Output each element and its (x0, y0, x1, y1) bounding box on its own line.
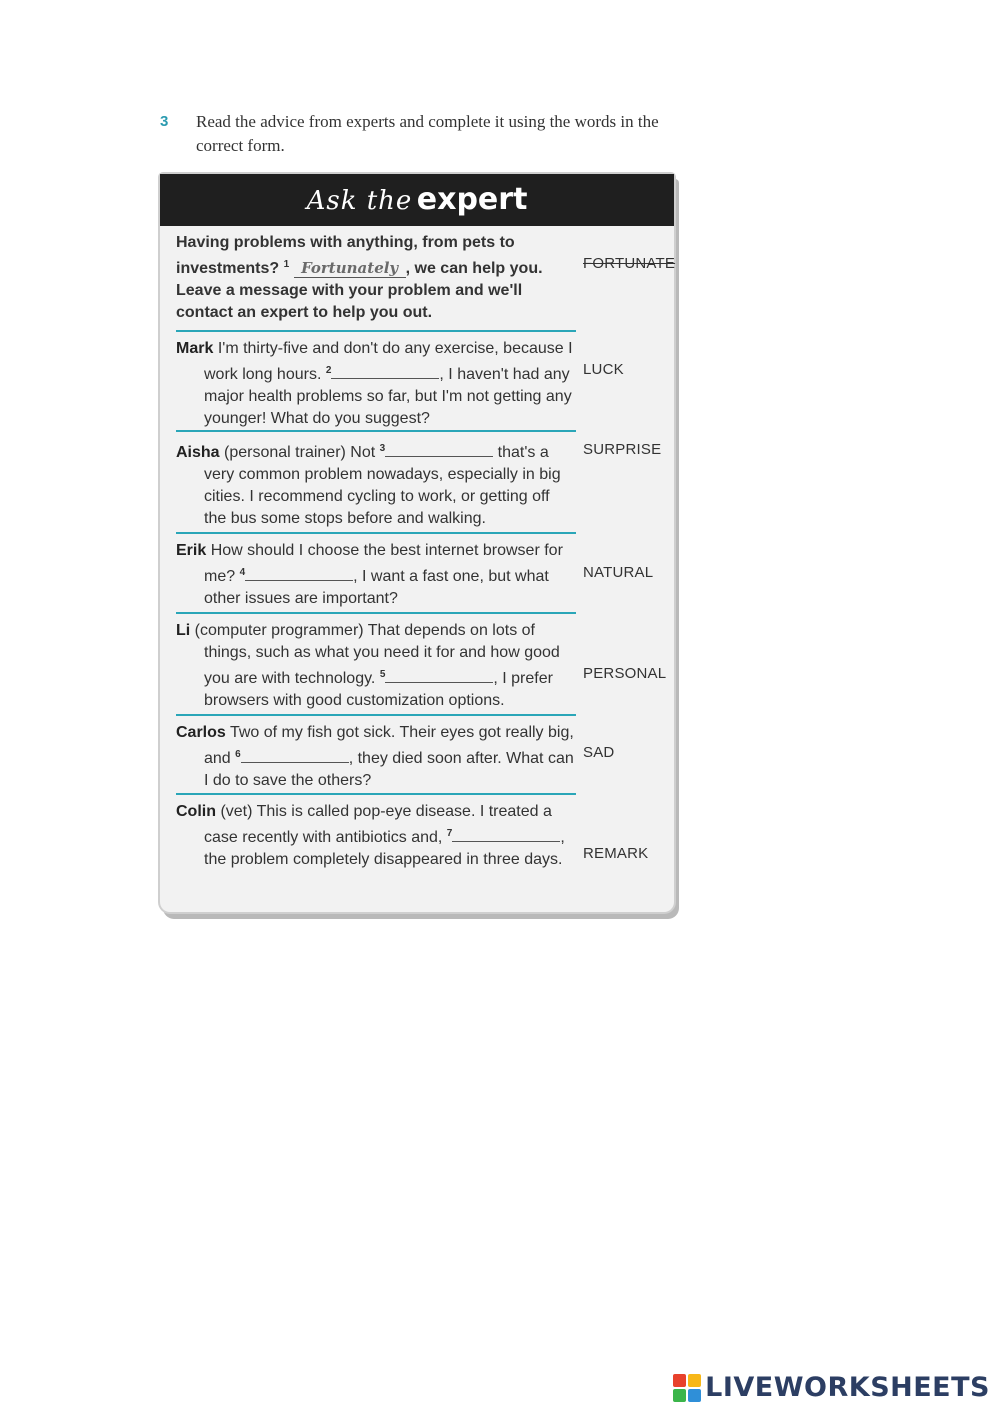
intro-paragraph: Having problems with anything, from pets to investments? $^1$ Fortunately , we can help you. Leave a message with your problem and we'll contact an expert to help you out. (176, 234, 543, 321)
entry-mark: Mark I'm thirty-five and don't do any exercise, because I work long hours. $^2$ , I haven't had any major health problems so far, but I'm not getting any younger! What do you suggest? (176, 340, 573, 427)
gap-number: 4 (239, 567, 246, 578)
gap-1-answer[interactable]: Fortunately (294, 259, 406, 278)
gap-2-input[interactable] (331, 364, 439, 379)
gap-7-input[interactable] (452, 827, 560, 842)
panel-title-bold: expert (416, 182, 528, 217)
section-divider (176, 532, 576, 534)
entry-erik: Erik How should I choose the best internet browser for me? $^4$ , I want a fast one, but what other issues are important? (176, 542, 563, 607)
entry-colin: Colin (vet) This is called pop-eye disease. I treated a case recently with antibiotics and, $^7$ , the problem completely disappeared in three days. (176, 803, 565, 868)
cue-word-2: LUCK (583, 361, 624, 378)
liveworksheets-logo-icon (673, 1374, 701, 1402)
gap-number: 3 (379, 443, 386, 454)
ask-the-expert-panel (160, 174, 674, 912)
liveworksheets-brand (673, 1372, 990, 1403)
cue-word-7: REMARK (583, 845, 649, 862)
section-divider (176, 430, 576, 432)
gap-number: 2 (325, 365, 332, 376)
panel-header (160, 174, 674, 226)
speaker-name: Mark (176, 340, 214, 357)
speaker-name: Carlos (176, 724, 226, 741)
gap-number: 6 (235, 749, 241, 760)
logo-square (673, 1374, 686, 1387)
gap-number: 1 (283, 259, 290, 270)
section-divider (176, 714, 576, 716)
gap-3-input[interactable] (385, 442, 493, 457)
speaker-name: Colin (176, 803, 216, 820)
cue-word-6: SAD (583, 744, 615, 761)
logo-square (688, 1389, 701, 1402)
instruction-text: Read the advice from experts and complete it using the words in the correct form. (196, 112, 659, 155)
cue-word-4: NATURAL (583, 564, 654, 581)
entry-li: Li (computer programmer) That depends on lots of things, such as what you need it for and how good you are with technology. $^5$ , I prefer browsers with good customization options. (176, 622, 560, 709)
exercise-instruction (160, 110, 680, 158)
speaker-name: Aisha (176, 444, 220, 461)
section-divider (176, 612, 576, 614)
exercise-number: 3 (160, 113, 169, 130)
gap-number: 5 (379, 669, 386, 680)
speaker-name: Erik (176, 542, 207, 559)
gap-6-input[interactable] (241, 748, 349, 763)
logo-square (688, 1374, 701, 1387)
logo-square (673, 1389, 686, 1402)
entry-aisha: Aisha (personal trainer) Not $^3$ that's a very common problem nowadays, especially in big cities. I recommend cycling to work, or getting off the bus some stops before and walking. (176, 443, 561, 527)
section-divider (176, 330, 576, 332)
gap-5-input[interactable] (385, 668, 493, 683)
section-divider (176, 793, 576, 795)
cue-word-1: FORTUNATE (583, 255, 676, 272)
gap-number: 7 (446, 828, 453, 839)
gap-4-input[interactable] (245, 566, 353, 581)
brand-name: LIVEWORKSHEETS (705, 1372, 990, 1403)
cue-word-5: PERSONAL (583, 665, 667, 682)
panel-title-light: Ask the (306, 186, 413, 216)
speaker-name: Li (176, 622, 191, 639)
cue-word-3: SURPRISE (583, 441, 662, 458)
entry-carlos: Carlos Two of my fish got sick. Their eyes got really big, and $^6$ , they died soon after. What can I do to save the others? (176, 724, 574, 789)
